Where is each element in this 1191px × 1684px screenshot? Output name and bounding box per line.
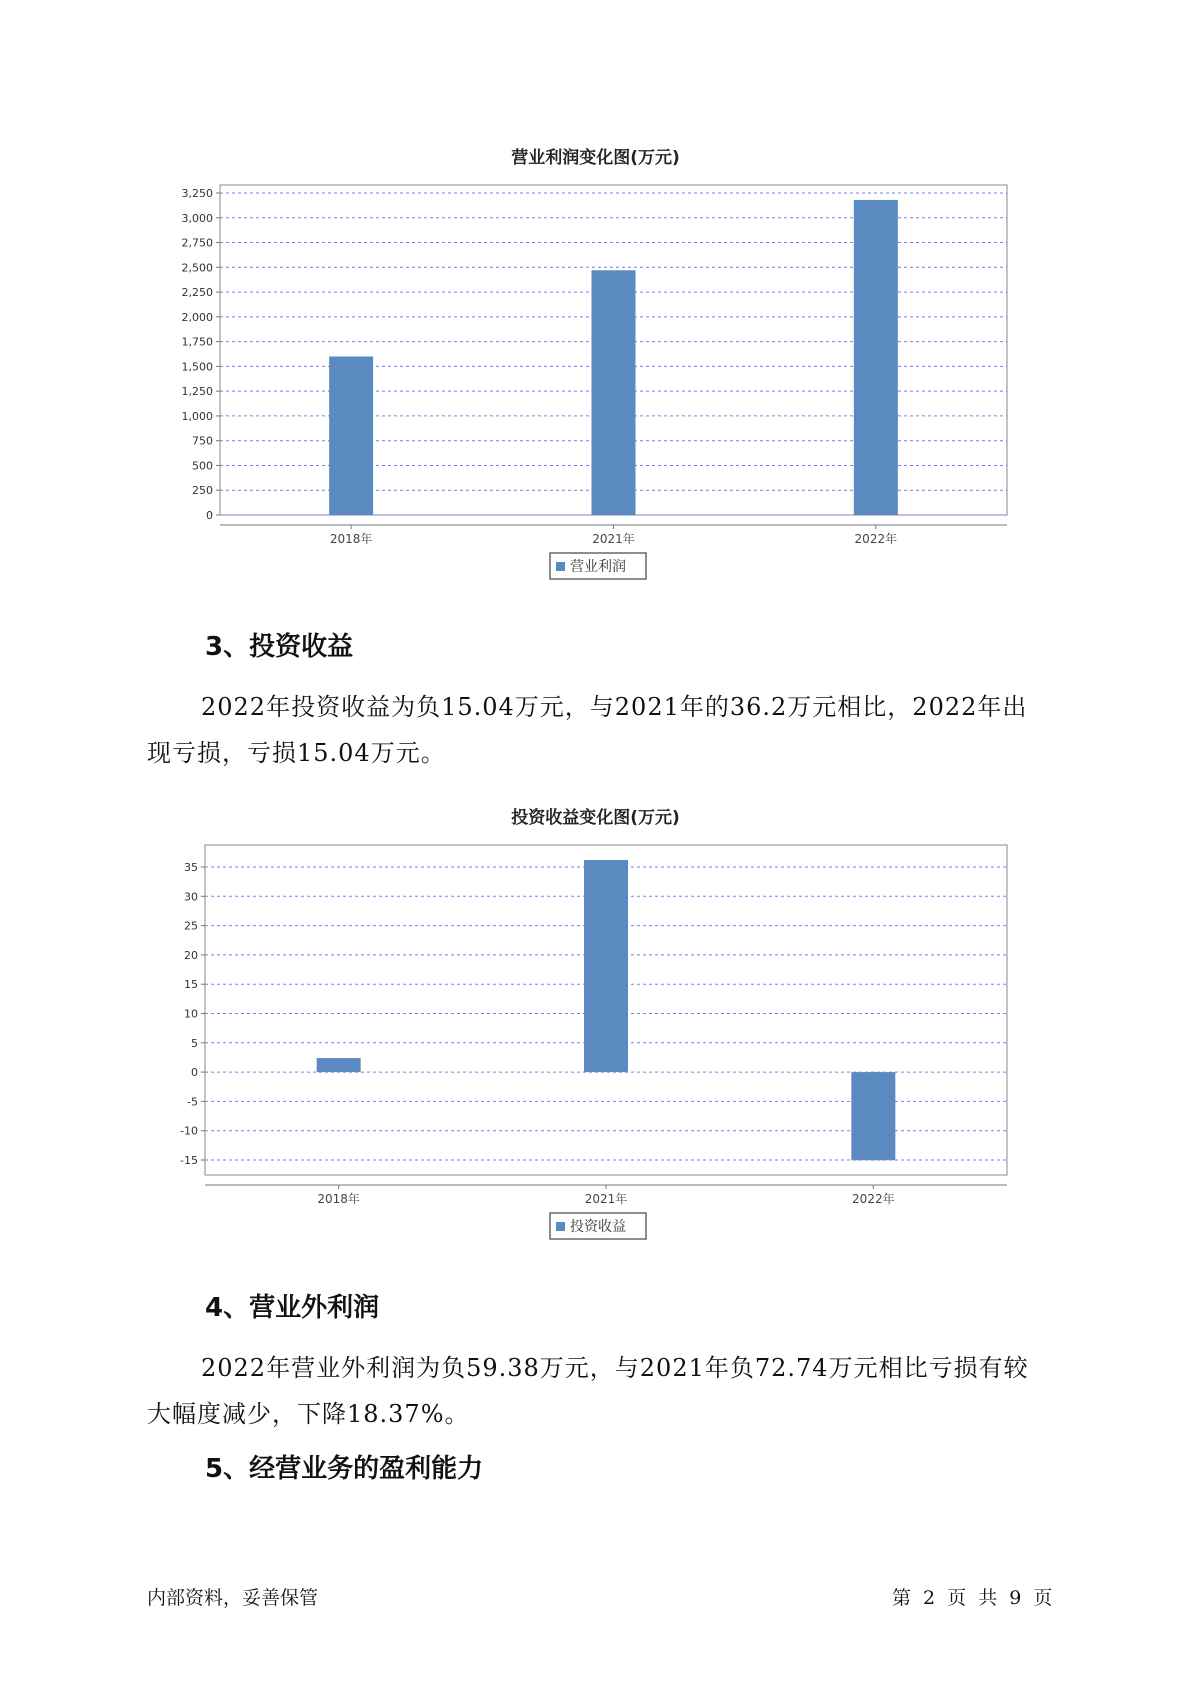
y-tick-label: 25 (184, 919, 198, 933)
y-tick-label: 1,000 (181, 409, 213, 423)
bar-2018年 (329, 356, 373, 515)
section4-heading: 4、营业外利润 (205, 1293, 380, 1323)
y-tick-label: 1,750 (181, 335, 213, 349)
legend-swatch (556, 1222, 565, 1231)
footer-confidential-note: 内部资料，妥善保管 (147, 1587, 319, 1609)
section3-paragraph: 2022年投资收益为负15.04万元，与2021年的36.2万元相比，2022年出现亏损，亏损15.04万元。 (147, 693, 1028, 767)
y-tick-label: 3,250 (181, 187, 213, 200)
y-tick-label: 500 (192, 459, 213, 473)
x-tick-label: 2018年 (317, 1192, 360, 1206)
y-tick-label: 10 (184, 1007, 198, 1021)
investment-income-chart (0, 830, 1191, 1250)
y-tick-label: 250 (192, 484, 213, 498)
chart2-title: 投资收益变化图(万元) (511, 808, 680, 828)
y-tick-label: 2,750 (181, 236, 213, 250)
y-tick-label: 3,000 (181, 211, 213, 225)
y-tick-label: -10 (180, 1124, 198, 1138)
y-tick-label: 35 (184, 861, 198, 874)
y-tick-label: 20 (184, 948, 198, 962)
y-tick-label: 15 (184, 978, 198, 992)
section3-heading: 3、投资收益 (205, 632, 354, 662)
y-tick-label: 1,250 (181, 385, 213, 399)
x-tick-label: 2018年 (329, 532, 373, 546)
bar-2021年 (592, 270, 636, 515)
chart1-title: 营业利润变化图(万元) (511, 148, 680, 168)
legend-label: 投资收益 (570, 1219, 626, 1235)
operating-profit-chart (0, 170, 1191, 590)
y-tick-label: 30 (184, 890, 198, 904)
section4-paragraph: 2022年营业外利润为负59.38万元，与2021年负72.74万元相比亏损有较大幅度减少，下降18.37%。 (147, 1354, 1029, 1428)
y-tick-label: -5 (187, 1095, 198, 1109)
bar-2022年 (854, 200, 898, 515)
bar-2022年 (851, 1072, 895, 1160)
y-tick-label: 2,000 (181, 310, 213, 324)
y-tick-label: 2,500 (181, 261, 213, 275)
x-tick-label: 2022年 (852, 1192, 895, 1206)
y-tick-label: 5 (191, 1036, 198, 1050)
bar-2021年 (584, 860, 628, 1072)
x-tick-label: 2022年 (854, 532, 898, 546)
x-tick-label: 2021年 (592, 532, 635, 546)
y-tick-label: 1,500 (181, 360, 213, 374)
bar-2018年 (317, 1058, 361, 1072)
legend-label: 营业利润 (570, 559, 626, 575)
y-tick-label: 750 (192, 434, 213, 448)
section5-heading: 5、经营业务的盈利能力 (205, 1454, 484, 1484)
y-tick-label: -15 (180, 1154, 198, 1167)
footer-page-number: 第 2 页 共 9 页 (892, 1587, 1053, 1609)
legend-swatch (556, 562, 565, 571)
y-tick-label: 2,250 (181, 286, 213, 300)
y-tick-label: 0 (206, 509, 213, 522)
x-tick-label: 2021年 (584, 1192, 628, 1206)
y-tick-label: 0 (191, 1066, 198, 1080)
